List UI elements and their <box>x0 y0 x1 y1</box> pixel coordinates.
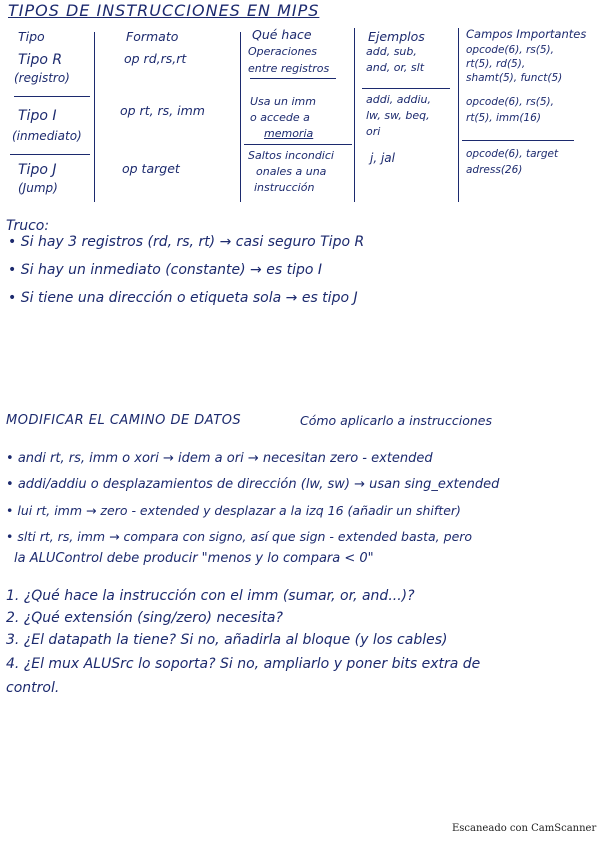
tipo-r-campos-2: rt(5), rd(5), <box>466 58 526 70</box>
tipo-r-campos-1: opcode(6), rs(5), <box>466 44 554 56</box>
column-divider <box>240 32 241 202</box>
modificar-item-text: lui rt, imm → zero - extended y desplazar a la izq 16 (añadir un shifter) <box>17 503 461 518</box>
tipo-j-formato: op target <box>122 161 180 176</box>
header-formato: Formato <box>126 29 179 44</box>
truco-item: • Si hay un inmediato (constante) → es tipo I <box>8 262 322 278</box>
tipo-i-label: Tipo I <box>18 108 57 124</box>
question: 2. ¿Qué extensión (sing/zero) necesita? <box>6 610 283 626</box>
modificar-item-text: andi rt, rs, imm o xori → idem a ori → necesitan zero - extended <box>17 451 433 466</box>
truco-item: • Si tiene una dirección o etiqueta sola → es tipo J <box>8 290 358 306</box>
tipo-r-que-hace-2: entre registros <box>248 62 330 75</box>
tipo-i-que-hace-2: o accede a <box>250 111 310 124</box>
truco-item-text: Si hay un inmediato (constante) → es tipo I <box>20 262 322 278</box>
modificar-item: • lui rt, imm → zero - extended y desplazar a la izq 16 (añadir un shifter) <box>6 503 461 518</box>
underline <box>250 78 336 79</box>
tipo-i-campos-2: rt(5), imm(16) <box>466 112 541 124</box>
tipo-i-formato: op rt, rs, imm <box>120 103 205 118</box>
truco-item-text: Si hay 3 registros (rd, rs, rt) → casi seguro Tipo R <box>20 234 365 250</box>
column-divider <box>354 28 355 202</box>
truco-item-text: Si tiene una dirección o etiqueta sola → es tipo J <box>20 290 358 306</box>
tipo-j-label: Tipo J <box>18 162 57 178</box>
tipo-j-que-hace-2: onales a una <box>256 165 327 178</box>
row-divider <box>462 140 574 141</box>
tipo-r-campos-3: shamt(5), funct(5) <box>466 72 563 84</box>
tipo-i-ejemplos-1: addi, addiu, <box>366 93 431 106</box>
header-campos: Campos Importantes <box>466 27 587 41</box>
tipo-r-formato: op rd,rs,rt <box>124 51 187 66</box>
truco-heading: Truco: <box>6 218 50 234</box>
row-divider <box>244 144 352 145</box>
row-divider <box>362 88 450 89</box>
truco-item: • Si hay 3 registros (rd, rs, rt) → casi seguro Tipo R <box>8 234 365 250</box>
header-que-hace: Qué hace <box>252 27 312 42</box>
header-tipo: Tipo <box>18 29 45 44</box>
tipo-r-sub: (registro) <box>14 71 70 85</box>
question: 3. ¿El datapath la tiene? Si no, añadirla al bloque (y los cables) <box>6 632 448 648</box>
question-continuation: control. <box>6 680 60 696</box>
tipo-r-ejemplos-2: and, or, slt <box>366 61 425 74</box>
column-divider <box>94 32 95 202</box>
page-title: TIPOS DE INSTRUCCIONES EN MIPS <box>8 1 320 20</box>
modificar-heading: MODIFICAR EL CAMINO DE DATOS <box>6 413 242 428</box>
row-divider <box>10 154 90 155</box>
modificar-item-text: slti rt, rs, imm → compara con signo, así que sign - extended basta, pero <box>17 529 473 544</box>
header-ejemplos: Ejemplos <box>368 29 425 44</box>
modificar-item-text: addi/addiu o desplazamientos de dirección (lw, sw) → usan sing_extended <box>17 477 500 492</box>
tipo-j-que-hace-1: Saltos incondici <box>248 149 334 162</box>
tipo-j-campos-2: adress(26) <box>466 164 523 176</box>
modificar-subheading: Cómo aplicarlo a instrucciones <box>300 413 492 428</box>
tipo-i-que-hace-1: Usa un imm <box>250 95 316 108</box>
column-divider <box>458 28 459 202</box>
tipo-r-ejemplos-1: add, sub, <box>366 45 417 58</box>
tipo-j-ejemplos-1: j, jal <box>370 151 395 165</box>
modificar-item: • andi rt, rs, imm o xori → idem a ori → necesitan zero - extended <box>6 451 433 466</box>
modificar-item: • addi/addiu o desplazamientos de dirección (lw, sw) → usan sing_extended <box>6 477 500 492</box>
tipo-i-campos-1: opcode(6), rs(5), <box>466 96 554 108</box>
tipo-j-sub: (Jump) <box>18 181 58 195</box>
row-divider <box>14 96 90 97</box>
tipo-r-que-hace-1: Operaciones <box>248 45 317 58</box>
scanner-watermark: Escaneado con CamScanner <box>452 823 597 834</box>
tipo-r-label: Tipo R <box>18 52 63 68</box>
question: 1. ¿Qué hace la instrucción con el imm (sumar, or, and...)? <box>6 588 415 604</box>
tipo-i-ejemplos-2: lw, sw, beq, <box>366 109 430 122</box>
tipo-i-sub: (inmediato) <box>12 129 82 143</box>
modificar-item-continuation: la ALUControl debe producir "menos y lo compara < 0" <box>14 551 374 566</box>
tipo-j-que-hace-3: instrucción <box>254 181 315 194</box>
question: 4. ¿El mux ALUSrc lo soporta? Si no, ampliarlo y poner bits extra de <box>6 656 481 672</box>
modificar-item: • slti rt, rs, imm → compara con signo, así que sign - extended basta, pero <box>6 529 473 544</box>
tipo-j-campos-1: opcode(6), target <box>466 148 559 160</box>
tipo-i-ejemplos-3: ori <box>366 125 381 138</box>
tipo-i-que-hace-3: memoria <box>264 127 314 140</box>
